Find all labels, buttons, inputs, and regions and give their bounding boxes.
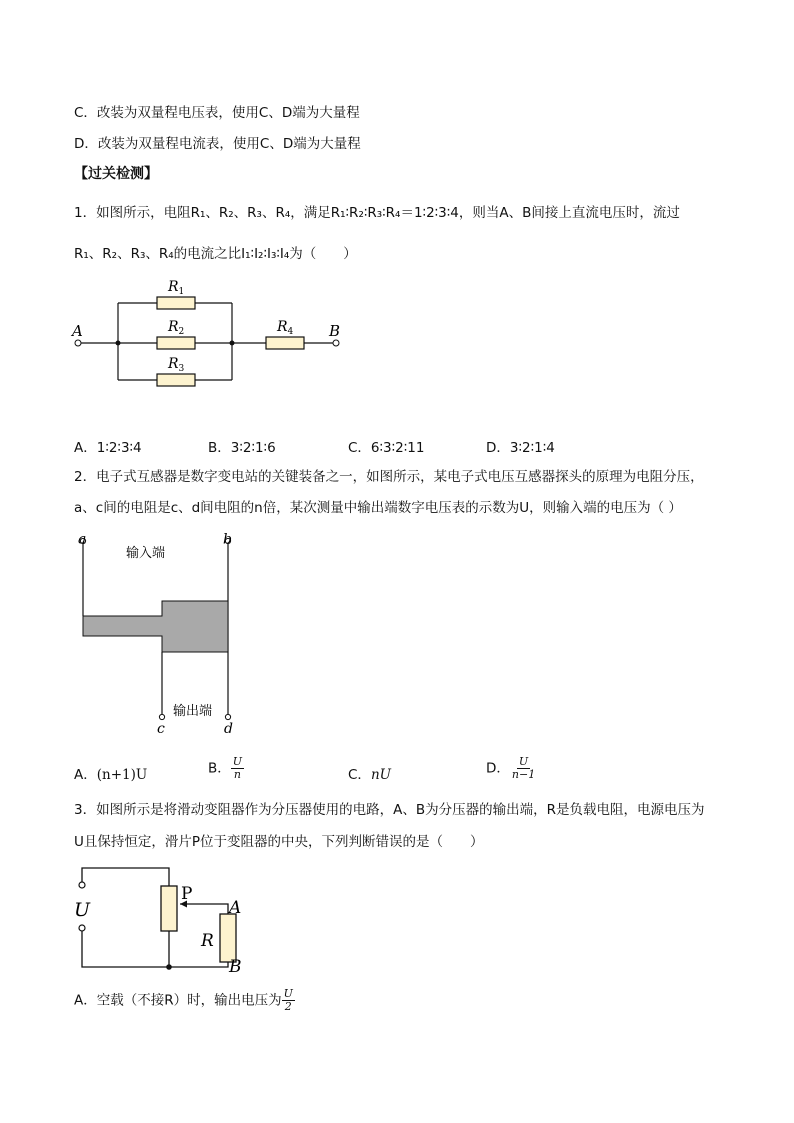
label-p: P — [181, 884, 193, 904]
label-a: A — [72, 322, 83, 340]
q1-option-b: B．3∶2∶1∶6 — [208, 440, 276, 456]
label-r3: $R_3$ — [168, 356, 185, 374]
q1-stem-line1: 1．如图所示，电阻R₁、R₂、R₃、R₄，满足R₁∶R₂∶R₃∶R₄＝1∶2∶3∶4，则当A、B间接上直流电压时，流过 — [74, 205, 680, 221]
label-r: R — [201, 931, 214, 951]
terminal-b — [333, 340, 339, 346]
input-label: 输入端 — [126, 546, 166, 561]
option-d-prev: D．改装为双量程电流表，使用C、D端为大量程 — [74, 136, 361, 152]
label-b: b — [223, 531, 232, 548]
resistor-r3 — [157, 374, 195, 386]
q2-stem-line2: a、c间的电阻是c、d间电阻的n倍，某次测量中输出端数字电压表的示数为U，则输入端的电压为（ ） — [74, 500, 682, 516]
label-b: B — [229, 957, 242, 977]
label-r1: $R_1$ — [168, 279, 185, 297]
label-u: U — [74, 899, 91, 921]
label-a: A — [229, 898, 242, 918]
q1-option-c: C．6∶3∶2∶11 — [348, 440, 425, 456]
q2-stem-line1: 2．电子式互感器是数字变电站的关键装备之一，如图所示，某电子式电压互感器探头的原理为电阻分压， — [74, 469, 704, 485]
q3-divider-circuit-diagram — [70, 858, 260, 978]
label-c: c — [157, 721, 165, 737]
label-a: a — [78, 531, 87, 548]
section-title: 【过关检测】 — [74, 166, 158, 182]
q3-option-a: A．空载（不接R）时，输出电压为 $\frac{U}{2}$ — [74, 987, 293, 1013]
q2-option-b: B． $\frac{U}{n}$ — [208, 755, 243, 781]
label-d: d — [224, 721, 233, 737]
load-resistor — [220, 914, 236, 962]
option-c-prev: C．改装为双量程电压表，使用C、D端为大量程 — [74, 105, 360, 121]
resistor-r1 — [157, 297, 195, 309]
q1-stem-line2: R₁、R₂、R₃、R₄的电流之比I₁∶I₂∶I₃∶I₄为（ ） — [74, 246, 357, 262]
q2-option-d: D． $\frac{U}{n-1}$ — [486, 755, 536, 781]
q1-circuit-diagram — [70, 272, 350, 392]
q2-voltage-divider-diagram — [70, 530, 250, 740]
q3-stem-line1: 3．如图所示是将滑动变阻器作为分压器使用的电路，A、B为分压器的输出端，R是负载电阻，电源电压为 — [74, 802, 705, 818]
q1-option-d: D．3∶2∶1∶4 — [486, 440, 555, 456]
q3-stem-line2: U且保持恒定，滑片P位于变阻器的中央，下列判断错误的是（ ） — [74, 834, 484, 850]
output-label: 输出端 — [173, 704, 213, 719]
resistor-r4 — [266, 337, 304, 349]
q1-option-a: A．1∶2∶3∶4 — [74, 440, 142, 456]
rheostat — [161, 886, 177, 931]
label-b: B — [329, 322, 341, 340]
terminal-a — [75, 340, 81, 346]
label-r2: $R_2$ — [168, 319, 185, 337]
resistor-r2 — [157, 337, 195, 349]
label-r4: $R_4$ — [277, 319, 294, 337]
q2-option-a: A．(n+1)U — [74, 767, 148, 783]
q2-option-c: C．nU — [348, 767, 392, 783]
